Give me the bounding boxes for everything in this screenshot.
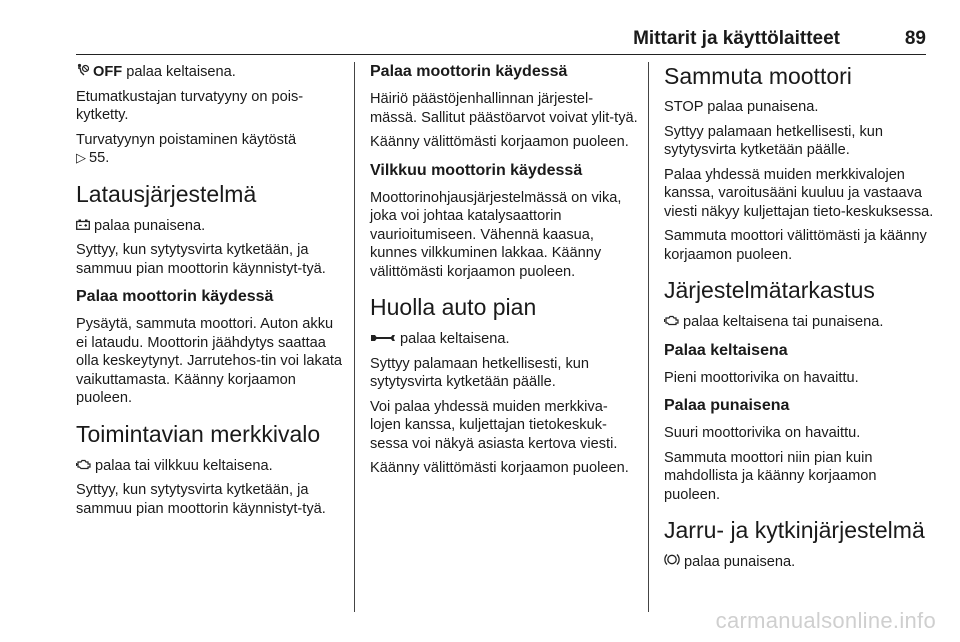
section-heading: Järjestelmätarkastus — [664, 277, 875, 303]
cross-reference: Turvatyynyn poistaminen käytöstä ▷ 55. — [76, 131, 297, 166]
paragraph: Syttyy palamaan hetkellisesti, kun sytytysvirta kytketään päälle. — [664, 123, 884, 158]
system-check-line: palaa keltaisena tai punaisena. — [664, 312, 934, 332]
paragraph: Palaa yhdessä muiden merkkivalojen kanssa, varoitusääni kuuluu ja vastaava viesti näkyy kuljettajan tieto-keskuksessa. — [664, 166, 934, 220]
engine-icon — [76, 456, 91, 475]
paragraph: Syttyy, kun sytytysvirta kytketään, ja sammuu pian moottorin käynnistyt-tyä. — [76, 482, 326, 517]
section-heading: Sammuta moottori — [664, 63, 852, 89]
paragraph: Syttyy, kun sytytysvirta kytketään, ja sammuu pian moottorin käynnistyt-tyä. — [76, 242, 326, 277]
airbag-off-icon — [76, 62, 89, 81]
paragraph: Syttyy palamaan hetkellisesti, kun sytytysvirta kytketään päälle. — [370, 355, 590, 390]
subsection-heading: Palaa moottorin käydessä — [370, 63, 568, 80]
paragraph: Häiriö päästöjenhallinnan järjestel-mässä. Sallitut päästöarvot voivat ylit-tyä. — [370, 91, 638, 126]
wrench-line: palaa keltaisena. — [370, 329, 638, 349]
system-check-icon — [664, 312, 679, 331]
battery-line: palaa punaisena. — [76, 216, 344, 236]
paragraph: Moottorinohjausjärjestelmässä on vika, joka voi johtaa katalysaattorin vaurioitumiseen. Vähennä kaasua, kunnes vilkkuminen lakkaa. Käänny välittömästi korjaamon puoleen. — [370, 189, 622, 280]
subsection-heading: Palaa punaisena — [664, 397, 790, 414]
column-1 — [76, 62, 344, 612]
paragraph: Pysäytä, sammuta moottori. Auton akku ei lataudu. Moottorin jäähdytys saattaa olla keskeytynyt. Jarrutehos-tin voi lakata vaikuttamasta. Käänny korjaamon puoleen. — [76, 316, 343, 406]
airbag-off-label: OFF — [93, 64, 123, 80]
column-divider — [354, 62, 355, 612]
watermark: carmanualsonline.info — [715, 608, 936, 633]
battery-icon — [76, 216, 90, 235]
paragraph: Suuri moottorivika on havaittu. — [664, 425, 861, 441]
paragraph: Käänny välittömästi korjaamon puoleen. — [370, 460, 629, 476]
airbag-off-line: OFF palaa keltaisena. — [76, 62, 344, 82]
wrench-icon — [370, 329, 396, 348]
subsection-heading: Palaa moottorin käydessä — [76, 288, 274, 305]
paragraph: Etumatkustajan turvatyyny on pois-kytketty. — [76, 88, 304, 123]
engine-line: palaa tai vilkkuu keltaisena. — [76, 456, 344, 476]
page-title: Mittarit ja käyttölaitteet — [633, 28, 840, 49]
arrow-ref-icon: ▷ — [76, 150, 86, 165]
subsection-heading: Vilkkuu moottorin käydessä — [370, 161, 583, 179]
page-number: 89 — [904, 28, 926, 49]
paragraph: Pieni moottorivika on havaittu. — [664, 369, 859, 386]
paragraph: STOP palaa punaisena. — [664, 99, 819, 115]
column-2 — [370, 62, 638, 612]
section-heading: Toimintavian merkkivalo — [76, 420, 321, 447]
paragraph: Käänny välittömästi korjaamon puoleen. — [370, 134, 629, 150]
page-header — [76, 28, 926, 55]
column-3 — [664, 62, 934, 612]
brake-icon — [664, 552, 680, 571]
paragraph: Sammuta moottori niin pian kuin mahdollista ja käänny korjaamon puoleen. — [664, 449, 877, 503]
column-divider — [648, 62, 649, 612]
section-heading: Huolla auto pian — [370, 294, 537, 320]
paragraph: Sammuta moottori välittömästi ja käänny korjaamon puoleen. — [664, 228, 927, 263]
section-heading: Latausjärjestelmä — [76, 180, 257, 207]
subsection-heading: Palaa keltaisena — [664, 341, 788, 359]
paragraph: Voi palaa yhdessä muiden merkkiva-lojen kanssa, kuljettajan tietokeskuk-sessa voi näkyä asiasta kertova viesti. — [370, 398, 618, 452]
section-heading: Jarru- ja kytkinjärjestelmä — [664, 517, 925, 543]
brake-line: palaa punaisena. — [664, 552, 934, 572]
